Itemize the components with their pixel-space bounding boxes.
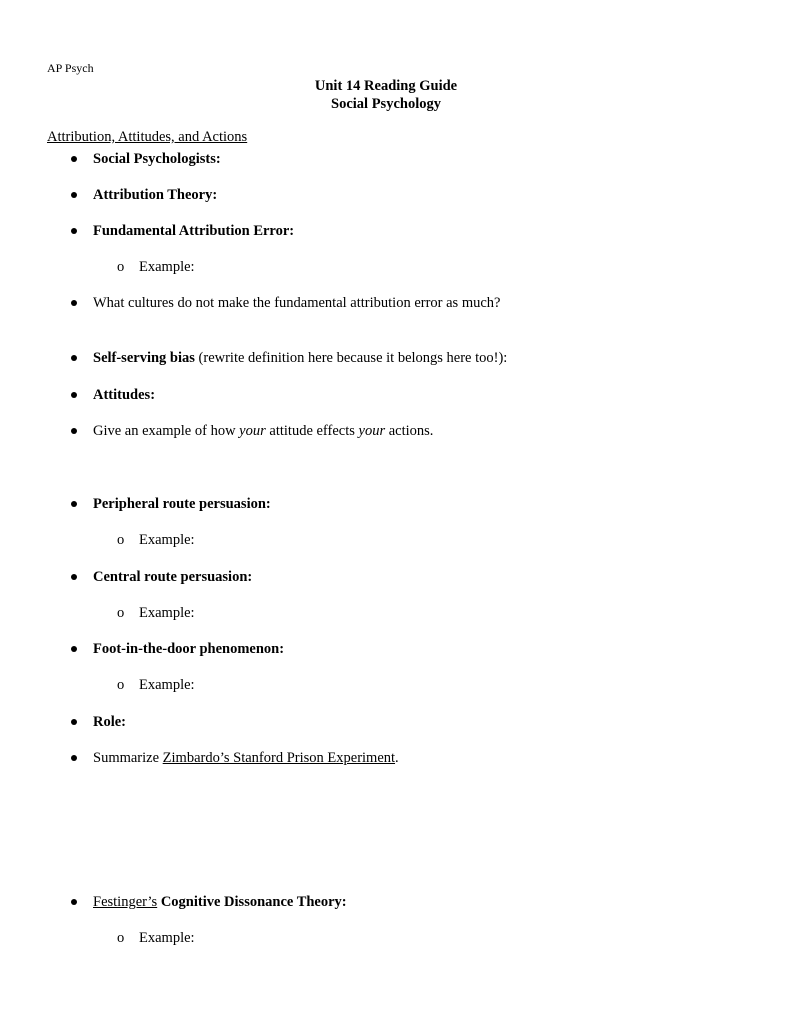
sub-bullet-icon: o — [117, 930, 125, 946]
bullet-icon — [71, 574, 77, 580]
sub-bullet-icon: o — [117, 605, 125, 621]
item-fundamental-attribution-error: Fundamental Attribution Error: — [93, 223, 295, 239]
zimbardo-experiment-text: Zimbardo’s Stanford Prison Experiment — [162, 750, 396, 766]
cognitive-dissonance-theory: Cognitive Dissonance Theory: — [157, 894, 347, 910]
item-festinger — [93, 893, 347, 911]
item-cultures-question: What cultures do not make the fundamental attribution error as much? — [93, 295, 501, 311]
attitude-q-your: your — [239, 423, 266, 439]
item-self-serving-bias — [93, 349, 507, 367]
item-attitude-question — [93, 422, 433, 440]
bullet-icon — [71, 300, 77, 306]
attitude-q-part: attitude effects — [265, 423, 359, 439]
item-central-route: Central route persuasion: — [93, 569, 253, 585]
section-heading: Attribution, Attitudes, and Actions — [47, 129, 248, 145]
term-self-serving-bias: Self-serving bias — [93, 350, 195, 366]
bullet-icon — [71, 392, 77, 398]
item-peripheral-route: Peripheral route persuasion: — [93, 496, 271, 512]
page-title: Unit 14 Reading Guide — [314, 78, 458, 94]
sub-bullet-icon: o — [117, 677, 125, 693]
item-summarize-zimbardo — [93, 749, 399, 767]
bullet-icon — [71, 719, 77, 725]
bullet-icon — [71, 192, 77, 198]
bullet-icon — [71, 899, 77, 905]
attitude-q-your: your — [358, 423, 386, 439]
item-foot-in-the-door: Foot-in-the-door phenomenon: — [93, 641, 285, 657]
item-example: Example: — [139, 532, 195, 548]
festinger-name: Festinger’s — [93, 894, 158, 910]
self-serving-note: (rewrite definition here because it belongs here too!): — [194, 350, 508, 366]
bullet-icon — [71, 646, 77, 652]
bullet-icon — [71, 228, 77, 234]
bullet-icon — [71, 755, 77, 761]
item-example: Example: — [139, 930, 195, 946]
bullet-icon — [71, 355, 77, 361]
summarize-text: Summarize — [93, 750, 163, 766]
item-role: Role: — [93, 714, 127, 730]
attitude-q-part: Give an example of how — [93, 423, 240, 439]
sub-bullet-icon: o — [117, 259, 125, 275]
page-subtitle: Social Psychology — [331, 96, 441, 112]
item-attitudes: Attitudes: — [93, 387, 156, 403]
bullet-icon — [71, 501, 77, 507]
course-label: AP Psych — [47, 61, 94, 75]
summarize-period: . — [395, 750, 399, 766]
bullet-icon — [71, 156, 77, 162]
item-example: Example: — [139, 677, 195, 693]
item-attribution-theory: Attribution Theory: — [93, 187, 218, 203]
item-example: Example: — [139, 605, 195, 621]
item-example: Example: — [139, 259, 195, 275]
bullet-icon — [71, 428, 77, 434]
item-social-psychologists: Social Psychologists: — [93, 151, 221, 167]
sub-bullet-icon: o — [117, 532, 125, 548]
attitude-q-part: actions. — [385, 423, 434, 439]
